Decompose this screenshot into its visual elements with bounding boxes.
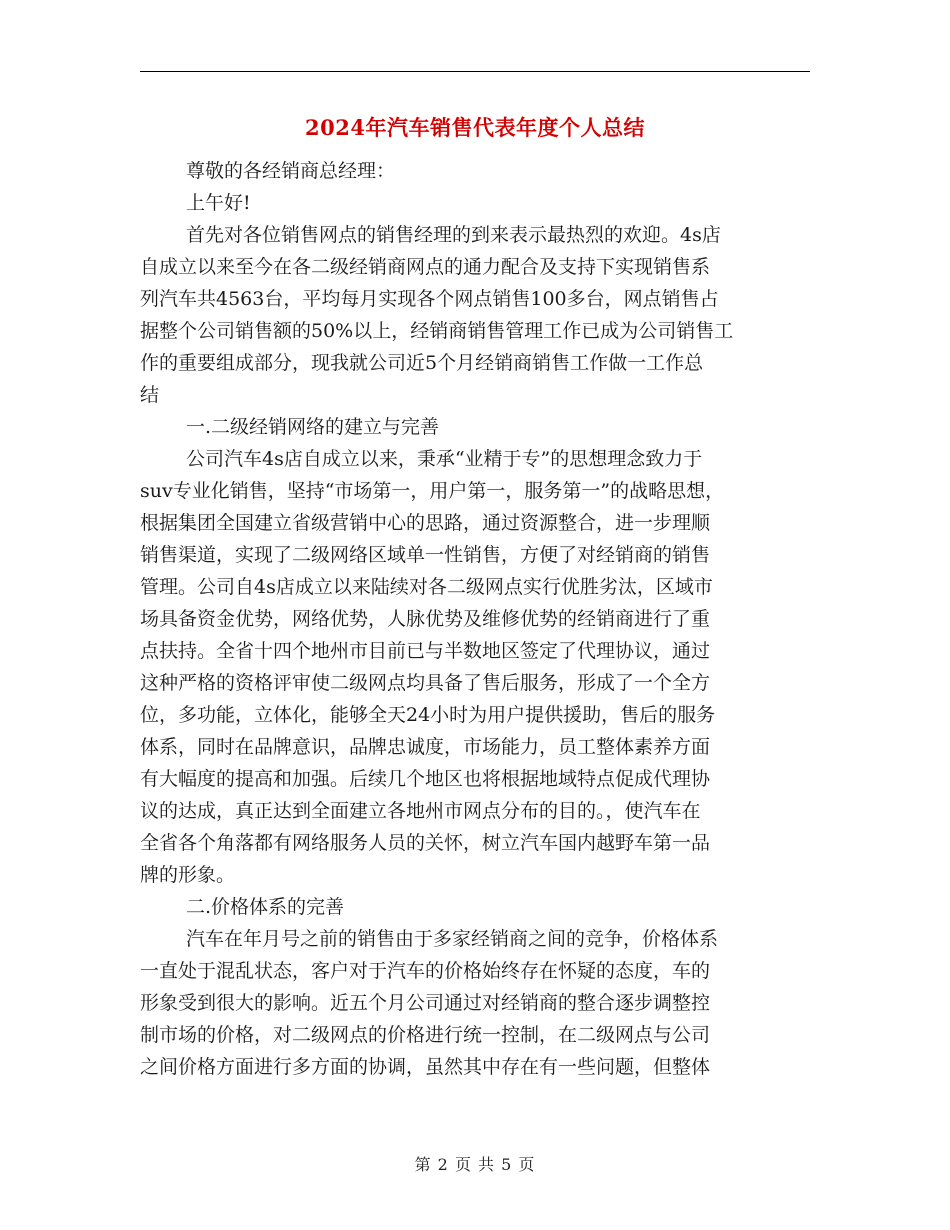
document-body <box>140 155 800 1083</box>
paragraph-line: 议的达成，真正达到全面建立各地州市网点分布的目的。，使汽车在 <box>140 800 701 822</box>
paragraph-line: 之间价格方面进行多方面的协调，虽然其中存在有一些问题，但整体 <box>140 1056 711 1078</box>
paragraph-line: 作的重要组成部分，现我就公司近5个月经销商销售工作做一工作总 <box>140 352 704 374</box>
paragraph-line: 自成立以来至今在各二级经销商网点的通力配合及支持下实现销售系 <box>140 256 711 278</box>
paragraph-line: 制市场的价格，对二级网点的价格进行统一控制，在二级网点与公司 <box>140 1024 711 1046</box>
paragraph-line: 据整个公司销售额的50%以上，经销商销售管理工作已成为公司销售工 <box>140 320 734 342</box>
paragraph-line: 尊敬的各经销商总经理： <box>186 160 396 182</box>
paragraph-line: 管理。公司自4s店成立以来陆续对各二级网点实行优胜劣汰，区域市 <box>140 576 713 598</box>
header-rule <box>140 71 810 72</box>
paragraph-line: 体系，同时在品牌意识，品牌忠诚度，市场能力，员工整体素养方面 <box>140 736 711 758</box>
paragraph-line: 牌的形象。 <box>140 864 236 886</box>
page-number: 第 2 页 共 5 页 <box>414 1155 536 1174</box>
paragraph-line: suv专业化销售，坚持“市场第一，用户第一，服务第一”的战略思想， <box>140 480 725 502</box>
paragraph-line: 首先对各位销售网点的销售经理的到来表示最热烈的欢迎。4s店 <box>186 224 721 246</box>
paragraph-line: 形象受到很大的影响。近五个月公司通过对经销商的整合逐步调整控 <box>140 992 711 1014</box>
paragraph-line: 列汽车共4563台，平均每月实现各个网点销售100多台，网点销售占 <box>140 288 719 310</box>
paragraph-line: 有大幅度的提高和加强。后续几个地区也将根据地域特点促成代理协 <box>140 768 711 790</box>
paragraph-line: 位，多功能，立体化，能够全天24小时为用户提供援助，售后的服务 <box>140 704 716 726</box>
paragraph-line: 场具备资金优势，网络优势，人脉优势及维修优势的经销商进行了重 <box>140 608 711 630</box>
section-heading: 二.价格体系的完善 <box>186 896 345 918</box>
paragraph-line: 点扶持。全省十四个地州市目前已与半数地区签定了代理协议，通过 <box>140 640 711 662</box>
paragraph-line: 一直处于混乱状态，客户对于汽车的价格始终存在怀疑的态度，车的 <box>140 960 711 982</box>
paragraph-line: 这种严格的资格评审使二级网点均具备了售后服务，形成了一个全方 <box>140 672 711 694</box>
paragraph-line: 上午好! <box>186 192 251 214</box>
paragraph-line: 汽车在年月号之前的销售由于多家经销商之间的竞争，价格体系 <box>186 928 719 950</box>
paragraph-line: 销售渠道，实现了二级网络区域单一性销售，方便了对经销商的销售 <box>140 544 711 566</box>
paragraph-line: 根据集团全国建立省级营销中心的思路，通过资源整合，进一步理顺 <box>140 512 711 534</box>
paragraph-line: 公司汽车4s店自成立以来，秉承“业精于专”的思想理念致力于 <box>186 448 703 470</box>
document-title: 2024年汽车销售代表年度个人总结 <box>305 115 645 140</box>
section-heading: 一.二级经销网络的建立与完善 <box>186 416 440 438</box>
paragraph-line: 全省各个角落都有网络服务人员的关怀，树立汽车国内越野车第一品 <box>140 832 711 854</box>
paragraph-line: 结 <box>140 384 160 406</box>
